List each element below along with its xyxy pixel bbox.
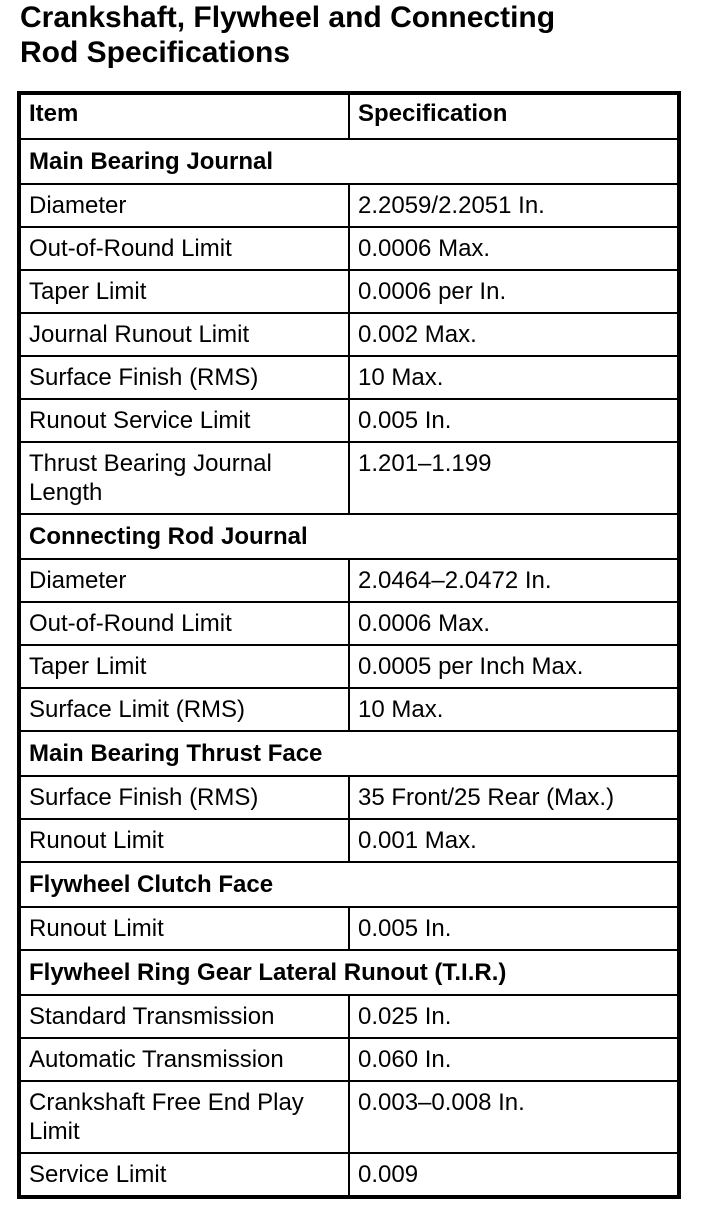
table-row	[19, 313, 679, 356]
spec-cell: 0.0006 Max.	[349, 227, 679, 270]
item-cell: Out-of-Round Limit	[19, 227, 349, 270]
item-cell: Runout Limit	[19, 907, 349, 950]
page-title-line-2: Rod Specifications	[20, 36, 291, 69]
section-heading: Connecting Rod Journal	[19, 514, 679, 559]
item-cell: Taper Limit	[19, 645, 349, 688]
table-row	[19, 442, 679, 514]
item-cell: Runout Limit	[19, 819, 349, 862]
section-heading: Main Bearing Journal	[19, 139, 679, 184]
item-cell: Crankshaft Free End Play Limit	[19, 1081, 349, 1153]
spec-cell: 0.003–0.008 In.	[349, 1081, 679, 1153]
table-row	[19, 1081, 679, 1153]
page-title-line-1: Crankshaft, Flywheel and Connecting	[20, 1, 556, 34]
spec-cell: 2.0464–2.0472 In.	[349, 559, 679, 602]
item-cell: Surface Finish (RMS)	[19, 356, 349, 399]
page-title	[20, 0, 690, 70]
table-row	[19, 270, 679, 313]
spec-cell: 0.005 In.	[349, 907, 679, 950]
spec-cell: 0.0006 per In.	[349, 270, 679, 313]
item-cell: Runout Service Limit	[19, 399, 349, 442]
column-header-item: Item	[19, 93, 349, 139]
spec-cell: 0.060 In.	[349, 1038, 679, 1081]
spec-cell: 0.0006 Max.	[349, 602, 679, 645]
spec-cell: 10 Max.	[349, 688, 679, 731]
table-row	[19, 399, 679, 442]
table-row	[19, 819, 679, 862]
item-cell: Automatic Transmission	[19, 1038, 349, 1081]
item-cell: Standard Transmission	[19, 995, 349, 1038]
item-cell: Thrust Bearing Journal Length	[19, 442, 349, 514]
item-cell: Taper Limit	[19, 270, 349, 313]
table-row	[19, 645, 679, 688]
table-row	[19, 1038, 679, 1081]
table-row	[19, 907, 679, 950]
table-row	[19, 1153, 679, 1197]
section-row	[19, 950, 679, 995]
section-heading: Flywheel Ring Gear Lateral Runout (T.I.R.)	[19, 950, 679, 995]
item-cell: Out-of-Round Limit	[19, 602, 349, 645]
item-cell: Journal Runout Limit	[19, 313, 349, 356]
spec-cell: 10 Max.	[349, 356, 679, 399]
spec-cell: 0.025 In.	[349, 995, 679, 1038]
section-row	[19, 731, 679, 776]
table-row	[19, 559, 679, 602]
spec-cell: 0.005 In.	[349, 399, 679, 442]
table-row	[19, 995, 679, 1038]
item-cell: Service Limit	[19, 1153, 349, 1197]
spec-cell: 0.009	[349, 1153, 679, 1197]
table-row	[19, 356, 679, 399]
section-heading: Main Bearing Thrust Face	[19, 731, 679, 776]
item-cell: Surface Limit (RMS)	[19, 688, 349, 731]
spec-cell: 0.0005 per Inch Max.	[349, 645, 679, 688]
table-row	[19, 184, 679, 227]
spec-cell: 35 Front/25 Rear (Max.)	[349, 776, 679, 819]
section-row	[19, 139, 679, 184]
table-row	[19, 776, 679, 819]
item-cell: Diameter	[19, 184, 349, 227]
section-heading: Flywheel Clutch Face	[19, 862, 679, 907]
table-header-row	[19, 93, 679, 139]
spec-cell: 2.2059/2.2051 In.	[349, 184, 679, 227]
item-cell: Diameter	[19, 559, 349, 602]
spec-table	[17, 91, 681, 1199]
table-row	[19, 688, 679, 731]
spec-cell: 1.201–1.199	[349, 442, 679, 514]
spec-cell: 0.002 Max.	[349, 313, 679, 356]
section-row	[19, 514, 679, 559]
section-row	[19, 862, 679, 907]
spec-cell: 0.001 Max.	[349, 819, 679, 862]
table-row	[19, 227, 679, 270]
item-cell: Surface Finish (RMS)	[19, 776, 349, 819]
column-header-specification: Specification	[349, 93, 679, 139]
table-row	[19, 602, 679, 645]
